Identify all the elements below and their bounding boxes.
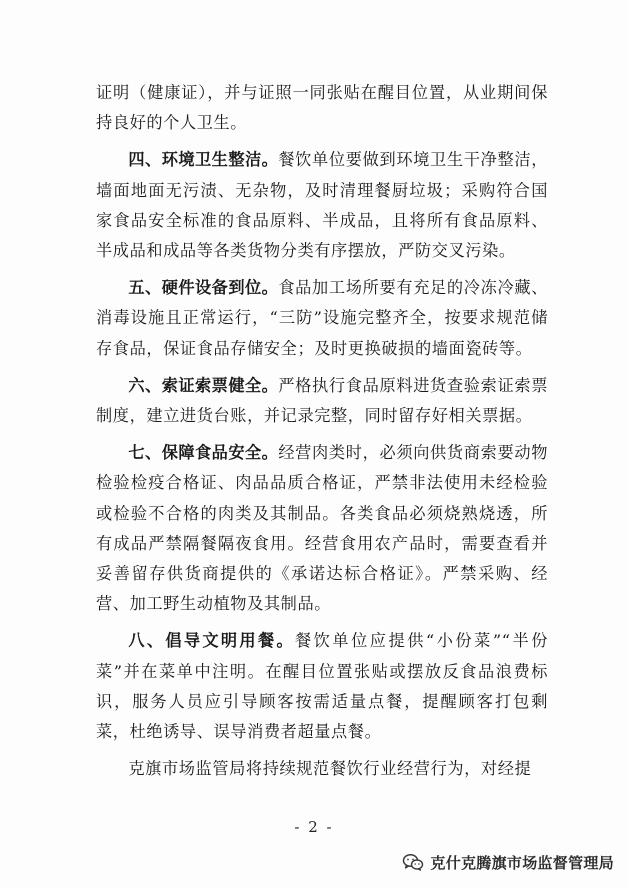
page-number: - 2 - bbox=[294, 818, 334, 836]
paragraph-environment bbox=[96, 145, 548, 266]
section-heading: 四、环境卫生整洁。 bbox=[128, 150, 279, 170]
paragraph-hygiene-end bbox=[96, 78, 548, 138]
paragraph-text: 餐饮单位要做到环境卫生干净整洁，墙面地面无污渍、无杂物，及时清理餐厨垃圾；采购符合国家食品安全标准的食品原料、半成品，且将所有食品原料、半成品和成品等各类货物分类有序摆放，严防交叉污染。 bbox=[96, 150, 548, 261]
section-heading: 七、保障食品安全。 bbox=[128, 443, 279, 463]
paragraph-text: 餐饮单位应提供“小份菜”“半份菜”并在菜单中注明。在醒目位置张贴或摆放反食品浪费标识，服务人员应引导顾客按需适量点餐，提醒顾客打包剩菜，杜绝诱导、误导消费者超量点餐。 bbox=[96, 631, 549, 742]
wechat-icon bbox=[402, 853, 424, 871]
paragraph-text: 克旗市场监管局将持续规范餐饮行业经营行为，对经提 bbox=[128, 759, 532, 779]
paragraph-text: 食品加工场所要有充足的冷冻冷藏、消毒设施且正常运行，“三防”设施完整齐全，按要求规范储存食品，保证食品存储安全；及时更换破损的墙面瓷砖等。 bbox=[96, 278, 548, 358]
paragraph-food-safety bbox=[96, 438, 548, 619]
paragraph-civilized-dining bbox=[96, 626, 548, 747]
paragraph-closing bbox=[96, 754, 548, 784]
document-body bbox=[96, 78, 548, 784]
paragraph-text: 经营肉类时，必须向供货商索要动物检验检疫合格证、肉品品质合格证，严禁非法使用未经检验或检验不合格的肉类及其制品。各类食品必须烧熟烧透，所有成品严禁隔餐隔夜食用。经营食用农产品时，需要查看并妥善留存供货商提供的《承诺达标合格证》。严禁采购、经营、加工野生动植物及其制品。 bbox=[96, 443, 548, 614]
paragraph-text: 严格执行食品原料进货查验索证索票制度，建立进货台账，并记录完整，同时留存好相关票据。 bbox=[96, 375, 548, 426]
paragraph-text: 证明（健康证），并与证照一同张贴在醒目位置，从业期间保持良好的个人卫生。 bbox=[96, 83, 548, 133]
section-heading: 六、索证索票健全。 bbox=[128, 375, 279, 395]
paragraph-certificates bbox=[96, 371, 548, 431]
watermark-text: 克什克腾旗市场监督管理局 bbox=[430, 853, 614, 872]
section-heading: 五、硬件设备到位。 bbox=[128, 278, 279, 298]
section-heading: 八、倡导文明用餐。 bbox=[128, 631, 295, 651]
paragraph-hardware bbox=[96, 273, 548, 364]
account-watermark bbox=[402, 849, 614, 875]
